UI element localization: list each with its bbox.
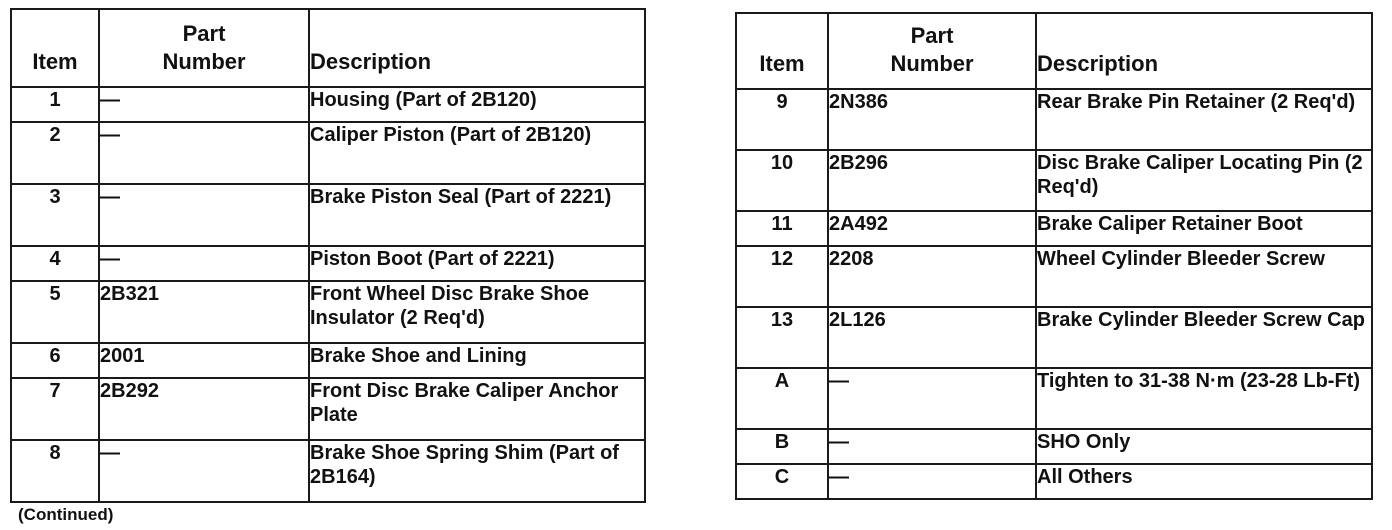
header-description: Description <box>309 9 645 87</box>
part-number-cell: 2001 <box>99 343 309 378</box>
description-cell: All Others <box>1036 464 1372 499</box>
description-cell: Wheel Cylinder Bleeder Screw <box>1036 246 1372 307</box>
part-number-cell: — <box>99 184 309 246</box>
item-cell: 11 <box>736 211 828 246</box>
table-row <box>736 307 1372 368</box>
table-row <box>736 429 1372 464</box>
item-cell: 5 <box>11 281 99 343</box>
continued-note: (Continued) <box>18 505 114 524</box>
table-row <box>736 464 1372 499</box>
parts-table-right <box>735 12 1373 500</box>
description-cell: Front Wheel Disc Brake Shoe Insulator (2 Req'd) <box>309 281 645 343</box>
item-cell: 6 <box>11 343 99 378</box>
part-number-cell: 2A492 <box>828 211 1036 246</box>
item-cell: 3 <box>11 184 99 246</box>
description-cell: Rear Brake Pin Retainer (2 Req'd) <box>1036 89 1372 150</box>
part-number-cell: 2B321 <box>99 281 309 343</box>
table-row <box>11 246 645 281</box>
description-cell: Piston Boot (Part of 2221) <box>309 246 645 281</box>
header-item: Item <box>11 9 99 87</box>
table-header-row <box>11 9 645 87</box>
table-header-row <box>736 13 1372 89</box>
part-number-cell: — <box>828 464 1036 499</box>
description-cell: Tighten to 31-38 N·m (23-28 Lb-Ft) <box>1036 368 1372 429</box>
table-row <box>11 440 645 502</box>
item-cell: 13 <box>736 307 828 368</box>
part-number-cell: 2B292 <box>99 378 309 440</box>
description-cell: Housing (Part of 2B120) <box>309 87 645 122</box>
table-row <box>736 246 1372 307</box>
item-cell: 12 <box>736 246 828 307</box>
part-number-cell: — <box>828 429 1036 464</box>
header-part-number: Part Number <box>99 9 309 87</box>
description-cell: SHO Only <box>1036 429 1372 464</box>
table-row <box>736 89 1372 150</box>
item-cell: 10 <box>736 150 828 211</box>
table-row <box>11 184 645 246</box>
description-cell: Brake Shoe Spring Shim (Part of 2B164) <box>309 440 645 502</box>
part-number-cell: — <box>99 246 309 281</box>
table-row <box>11 378 645 440</box>
description-cell: Caliper Piston (Part of 2B120) <box>309 122 645 184</box>
item-cell: 2 <box>11 122 99 184</box>
item-cell: A <box>736 368 828 429</box>
part-number-cell: — <box>99 440 309 502</box>
description-cell: Brake Piston Seal (Part of 2221) <box>309 184 645 246</box>
table-row <box>11 87 645 122</box>
part-number-cell: 2N386 <box>828 89 1036 150</box>
item-cell: 4 <box>11 246 99 281</box>
part-number-cell: 2208 <box>828 246 1036 307</box>
header-part-number: Part Number <box>828 13 1036 89</box>
item-cell: B <box>736 429 828 464</box>
item-cell: 1 <box>11 87 99 122</box>
part-number-cell: — <box>828 368 1036 429</box>
header-item: Item <box>736 13 828 89</box>
table-row <box>11 343 645 378</box>
item-cell: C <box>736 464 828 499</box>
description-cell: Front Disc Brake Caliper Anchor Plate <box>309 378 645 440</box>
table-row <box>11 122 645 184</box>
table-row <box>11 281 645 343</box>
item-cell: 9 <box>736 89 828 150</box>
description-cell: Brake Shoe and Lining <box>309 343 645 378</box>
part-number-cell: 2B296 <box>828 150 1036 211</box>
table-row <box>736 150 1372 211</box>
description-cell: Disc Brake Caliper Locating Pin (2 Req'd) <box>1036 150 1372 211</box>
part-number-cell: 2L126 <box>828 307 1036 368</box>
part-number-cell: — <box>99 87 309 122</box>
description-cell: Brake Caliper Retainer Boot <box>1036 211 1372 246</box>
item-cell: 8 <box>11 440 99 502</box>
header-description: Description <box>1036 13 1372 89</box>
description-cell: Brake Cylinder Bleeder Screw Cap <box>1036 307 1372 368</box>
part-number-cell: — <box>99 122 309 184</box>
table-row <box>736 211 1372 246</box>
item-cell: 7 <box>11 378 99 440</box>
table-row <box>736 368 1372 429</box>
parts-table-left <box>10 8 646 503</box>
